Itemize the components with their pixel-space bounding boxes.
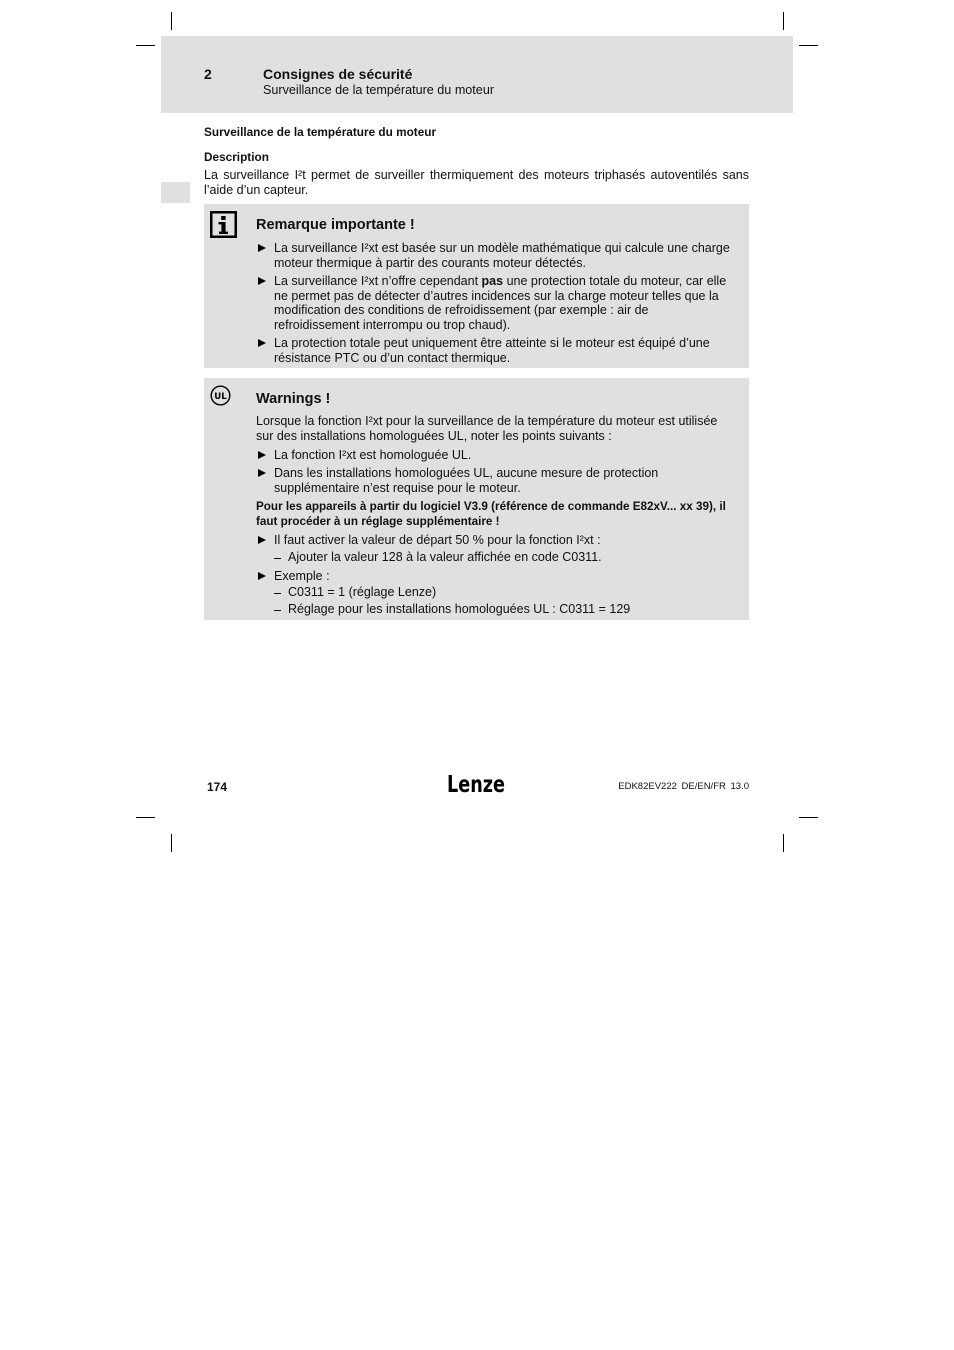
warnings-step-text: Il faut activer la valeur de départ 50 % pour la fonction I²xt :	[274, 533, 601, 547]
lenze-logo	[445, 770, 509, 796]
crop-mark-top-right-horizontal	[799, 45, 818, 46]
note-item-line: moteur thermique à partir des courants moteur détectés.	[274, 255, 586, 270]
warnings-step-sub-text: C0311 = 1 (réglage Lenze)	[288, 585, 437, 599]
warnings-intro	[256, 414, 717, 443]
warnings-step-sub-item	[274, 602, 630, 617]
document-code: EDK82EV222 DE/EN/FR 13.0	[618, 781, 749, 792]
dash-marker	[274, 610, 281, 611]
note-item-line: refroidissement interrompu ou trop chaud).	[274, 317, 511, 332]
chapter-header-band	[161, 36, 793, 113]
warnings-title: Warnings !	[256, 391, 331, 407]
crop-mark-bottom-left-horizontal	[136, 817, 155, 818]
note-item-emphasis: pas	[481, 274, 504, 288]
page-number: 174	[207, 780, 228, 794]
note-item-line: ne permet pas de détecter d’autres incidences sur la charge moteur telles que la	[274, 288, 719, 303]
dash-marker	[274, 593, 281, 594]
warnings-step-sub-text: Réglage pour les installations homologuées UL : C0311 = 129	[288, 602, 631, 616]
warnings-intro-line: Lorsque la fonction I²xt pour la surveillance de la température du moteur est utilisée	[256, 414, 718, 428]
note-item	[258, 274, 726, 332]
note-item-text: La surveillance I²xt n’offre cependant	[274, 274, 482, 288]
section-title: Surveillance de la température du moteur	[204, 125, 437, 139]
warnings-item-line: supplémentaire n’est requise pour le moteur.	[274, 480, 521, 495]
description-line: l’aide d’un capteur.	[204, 183, 309, 197]
crop-mark-bottom-right-vertical	[783, 834, 784, 852]
chapter-number: 2	[204, 66, 212, 82]
description-paragraph	[204, 168, 749, 198]
note-title: Remarque importante !	[256, 217, 415, 233]
warnings-important-line: Pour les appareils à partir du logiciel V3.9 (référence de commande E82xV... xx 39), il	[256, 500, 726, 513]
bullet-arrow-icon	[258, 536, 266, 544]
warnings-step-sub-text: Ajouter la valeur 128 à la valeur affichée en code C0311.	[288, 550, 602, 564]
ul-mark-icon	[210, 385, 231, 406]
warnings-step-sub-item	[274, 550, 602, 565]
crop-mark-bottom-left-vertical	[171, 834, 172, 852]
bullet-arrow-icon	[258, 451, 266, 459]
warnings-item	[258, 448, 471, 463]
bullet-arrow-icon	[258, 339, 266, 347]
note-item-line: La surveillance I²xt est basée sur un modèle mathématique qui calcule une charge	[274, 241, 730, 255]
warnings-step	[258, 533, 601, 548]
note-item-line	[274, 274, 726, 289]
warnings-important-line: faut procéder à un réglage supplémentaire !	[256, 514, 500, 528]
chapter-subtitle: Surveillance de la température du moteur	[263, 83, 495, 97]
bullet-arrow-icon	[258, 469, 266, 477]
lenze-logo-text: Lenze	[447, 772, 505, 798]
dash-marker	[274, 558, 281, 559]
description-heading: Description	[204, 150, 269, 164]
warnings-step-text: Exemple :	[274, 569, 330, 583]
warnings-item-line: Dans les installations homologuées UL, aucune mesure de protection	[274, 466, 659, 480]
warnings-item-line: La fonction I²xt est homologuée UL.	[274, 448, 472, 462]
warnings-important-notice	[256, 500, 726, 529]
ul-mark-text: UL	[214, 391, 227, 402]
info-icon	[210, 211, 237, 238]
bullet-arrow-icon	[258, 244, 266, 252]
crop-mark-top-right-vertical	[783, 12, 784, 30]
warnings-item	[258, 466, 658, 495]
bullet-arrow-icon	[258, 572, 266, 580]
description-line: La surveillance I²t permet de surveiller thermiquement des moteurs triphasés autoventilés sans	[204, 168, 749, 182]
bullet-arrow-icon	[258, 277, 266, 285]
note-item-text: une protection totale du moteur, car elle	[503, 274, 727, 288]
note-item	[258, 336, 710, 365]
warnings-intro-line: sur des installations homologuées UL, noter les points suivants :	[256, 428, 612, 443]
note-item-line: modification des conditions de refroidissement (par exemple : air de	[274, 303, 649, 317]
warnings-step	[258, 569, 330, 584]
ul-warnings-box	[204, 378, 749, 620]
chapter-title: Consignes de sécurité	[263, 66, 413, 82]
note-item-line: La protection totale peut uniquement être atteinte si le moteur est équipé d’une	[274, 336, 710, 350]
note-item-line: résistance PTC ou d’un contact thermique.	[274, 350, 511, 365]
note-item	[258, 241, 730, 270]
important-note-box	[204, 204, 749, 368]
crop-mark-top-left-horizontal	[136, 45, 155, 46]
section-side-marker	[161, 182, 190, 203]
warnings-step-sub-item	[274, 585, 436, 600]
crop-mark-bottom-right-horizontal	[799, 817, 818, 818]
crop-mark-top-left-vertical	[171, 12, 172, 30]
